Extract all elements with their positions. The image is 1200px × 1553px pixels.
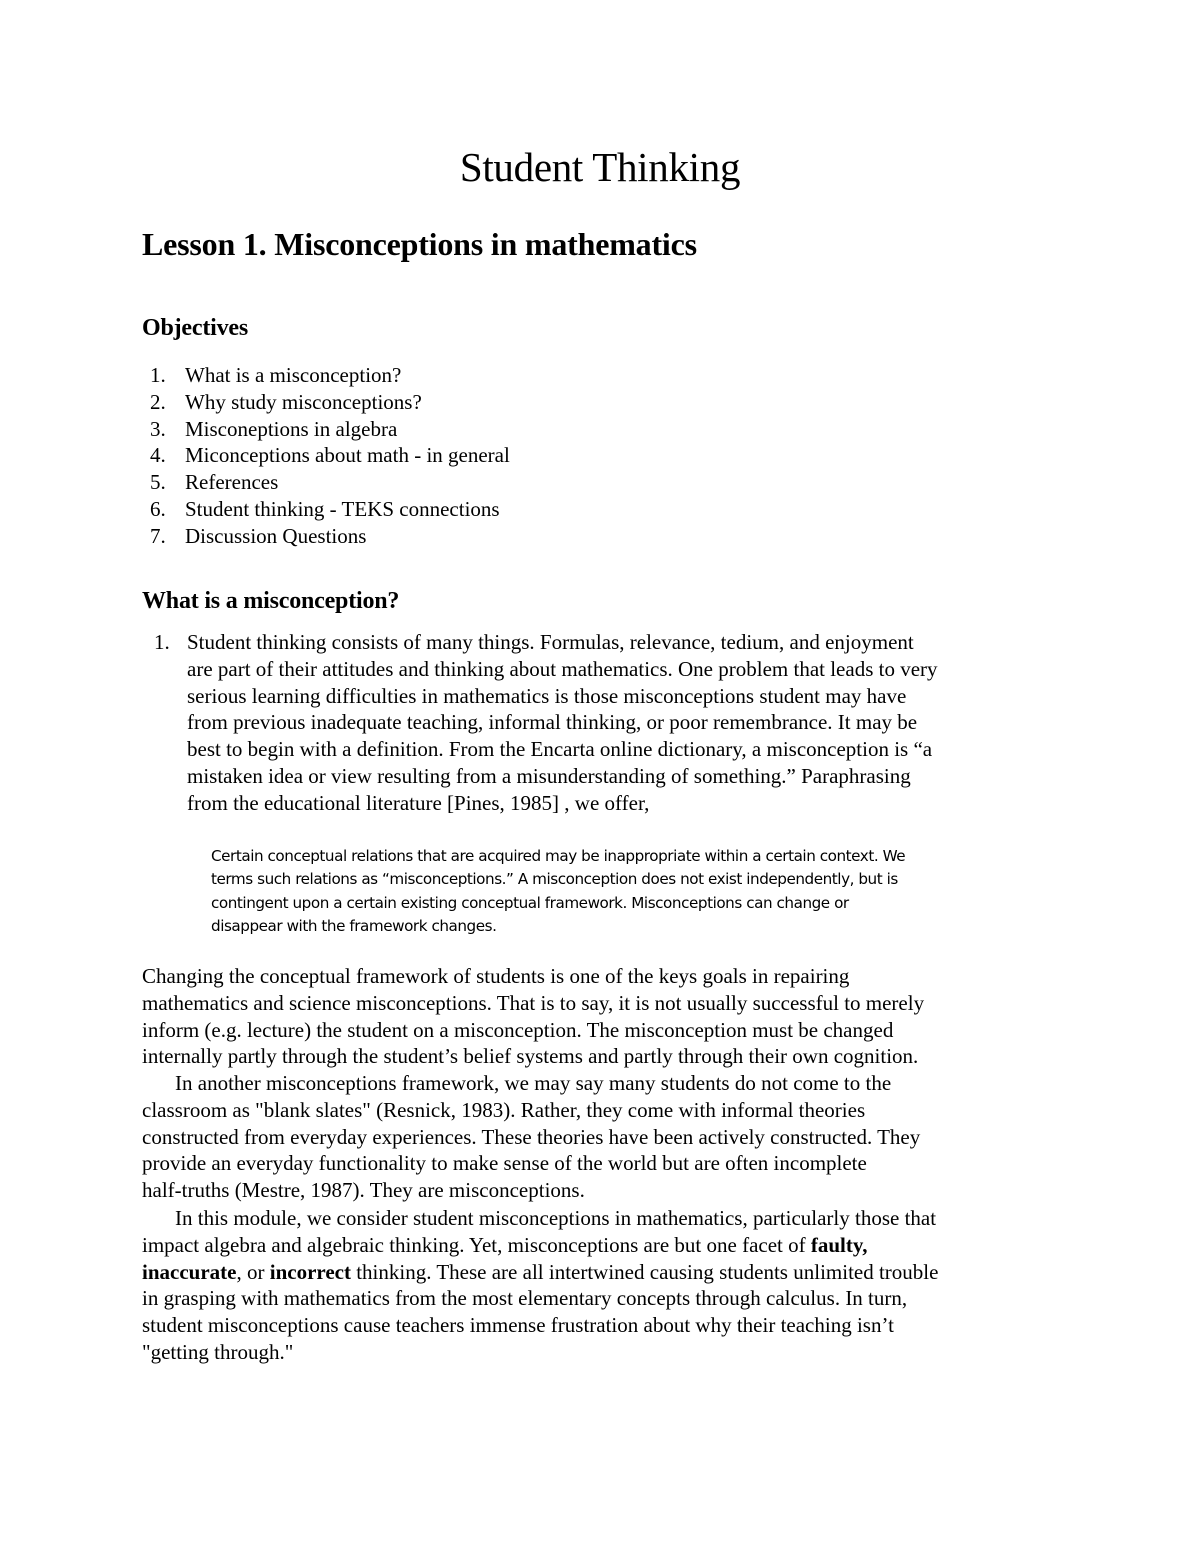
objective-item: 2. Why study misconceptions? xyxy=(150,389,422,414)
block-quote: Certain conceptual relations that are acquired may be inappropriate within a certain context. We terms such relations as “misconceptions.” A misconception does not exist independently, but is contingent upon a certain existing conceptual framework. Misconceptions can change or disappear with the framework changes. xyxy=(211,847,906,935)
section-heading-what-is-misconception: What is a misconception? xyxy=(142,588,400,614)
objective-item: 5. References xyxy=(150,470,279,495)
objectives-heading: Objectives xyxy=(142,315,248,341)
definition-paragraph: Student thinking consists of many things. Formulas, relevance, tedium, and enjoyment are part of their attitudes and thinking about mathematics. One problem that leads to very serious learning difficulties in mathematics is those misconceptions student may have from previous inadequate teaching, informal thinking, or poor remembrance. It may be best to begin with a definition. From the Encarta online dictionary, a misconception is “a mistaken idea or view resulting from a misunderstanding of something.” Paraphrasing from the educational literature [Pines, 1985] , we offer, xyxy=(187,630,938,815)
conceptual-framework-paragraph: Changing the conceptual framework of students is one of the keys goals in repairing mathematics and science misconceptions. That is to say, it is not usually successful to merely inform (e.g. lecture) the student on a misconception. The misconception must be changed internally partly through the student’s belief systems and partly through their own cognition. xyxy=(142,964,925,1069)
bold-term-incorrect: incorrect xyxy=(269,1259,351,1284)
document-title: Student Thinking xyxy=(459,144,741,190)
bold-term-faulty: faulty xyxy=(810,1232,863,1257)
lesson-heading: Lesson 1. Misconceptions in mathematics xyxy=(142,226,697,262)
objective-item: 1. What is a misconception? xyxy=(150,363,402,387)
bold-term-inaccurate: inaccurate xyxy=(142,1259,237,1284)
objective-item: 7. Discussion Questions xyxy=(150,523,367,548)
blank-slates-paragraph: In another misconceptions framework, we may say many students do not come to the classroom as "blank slates" (Resnick, 1983). Rather, they come with informal theories constructed from everyday experiences. These theories have been actively constructed. They provide an everyday functionality to make sense of the world but are often incomplete half-truths (Mestre, 1987). They are misconceptions. xyxy=(142,1071,921,1203)
objective-item: 4. Miconceptions about math - in general xyxy=(150,443,510,468)
module-scope-paragraph: In this module, we consider student misconceptions in mathematics, particularly those that impact algebra and algebraic thinking. Yet, misconceptions are but one facet of faulty, inaccurate, or incorrect thinking. These are all intertwined causing students unlimited trouble in grasping with mathematics from the most elementary concepts through calculus. In turn, student misconceptions cause teachers immense frustration about why their teaching isn’t "getting through." xyxy=(142,1206,939,1364)
objectives-list xyxy=(150,362,510,550)
objective-item: 6. Student thinking - TEKS connections xyxy=(150,496,500,521)
paragraph-number: 1. xyxy=(154,630,170,654)
objective-item: 3. Misconeptions in algebra xyxy=(150,416,398,441)
